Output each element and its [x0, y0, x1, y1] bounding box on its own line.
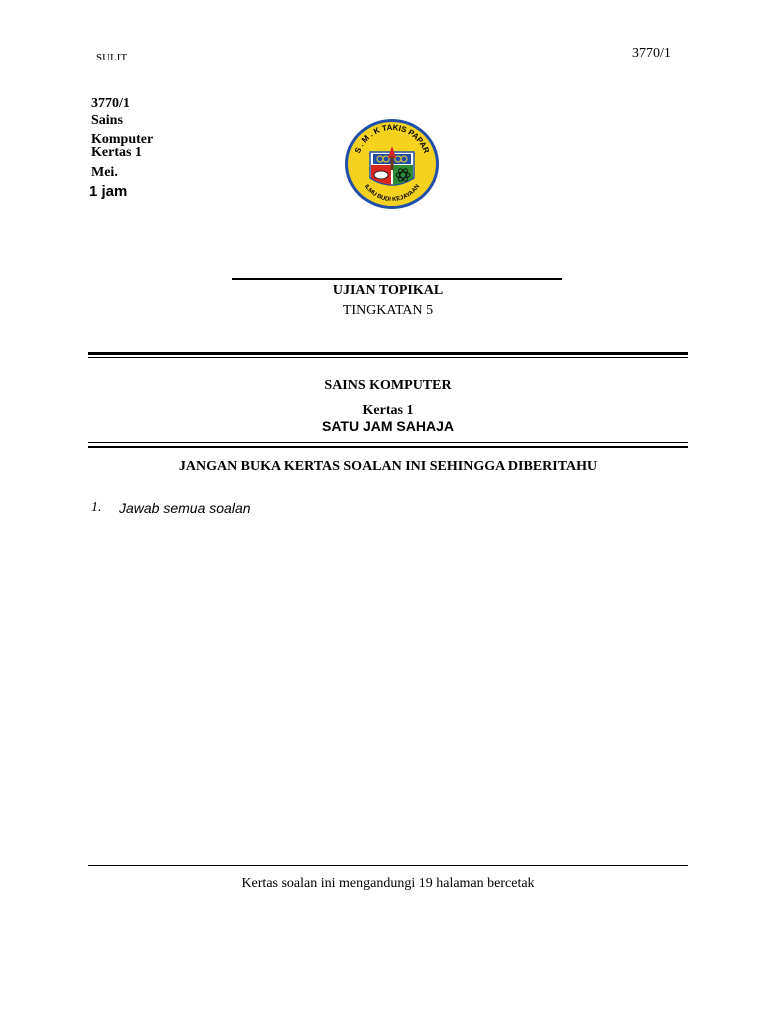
meta-subject-line1: Sains	[91, 113, 123, 128]
warning-text: JANGAN BUKA KERTAS SOALAN INI SEHINGGA DIBERITAHU	[178, 459, 598, 474]
paper-number: Kertas 1	[362, 403, 414, 418]
double-divider-bottom	[88, 442, 688, 448]
footer-rule	[88, 865, 688, 866]
school-crest-logo	[344, 118, 440, 210]
form-title: TINGKATAN 5	[342, 303, 434, 318]
meta-subject-line2: Komputer	[91, 132, 154, 147]
meta-code: 3770/1	[91, 96, 130, 111]
instruction-text: Jawab semua soalan	[119, 500, 251, 516]
exam-title: UJIAN TOPIKAL	[332, 283, 444, 298]
paper-duration: SATU JAM SAHAJA	[322, 418, 454, 434]
double-divider-top	[88, 352, 688, 358]
crest-bottom-text: ILMU BUDI KEJAYAAN	[362, 183, 422, 204]
instruction-number: 1.	[91, 500, 102, 515]
meta-paper: Kertas 1	[91, 145, 142, 160]
title-rule	[232, 278, 562, 280]
meta-month: Mei.	[91, 165, 118, 180]
header-left-code: SULIT	[96, 52, 128, 60]
meta-duration: 1 jam	[89, 183, 128, 200]
torch-icon	[391, 156, 394, 170]
crest-top-text: S . M . K TAKIS PAPAR	[352, 122, 432, 155]
book-icon	[374, 171, 388, 179]
footer-page-count: Kertas soalan ini mengandungi 19 halaman bercetak	[241, 876, 535, 891]
header-right-code: 3770/1	[632, 46, 671, 61]
paper-subject: SAINS KOMPUTER	[324, 378, 452, 393]
